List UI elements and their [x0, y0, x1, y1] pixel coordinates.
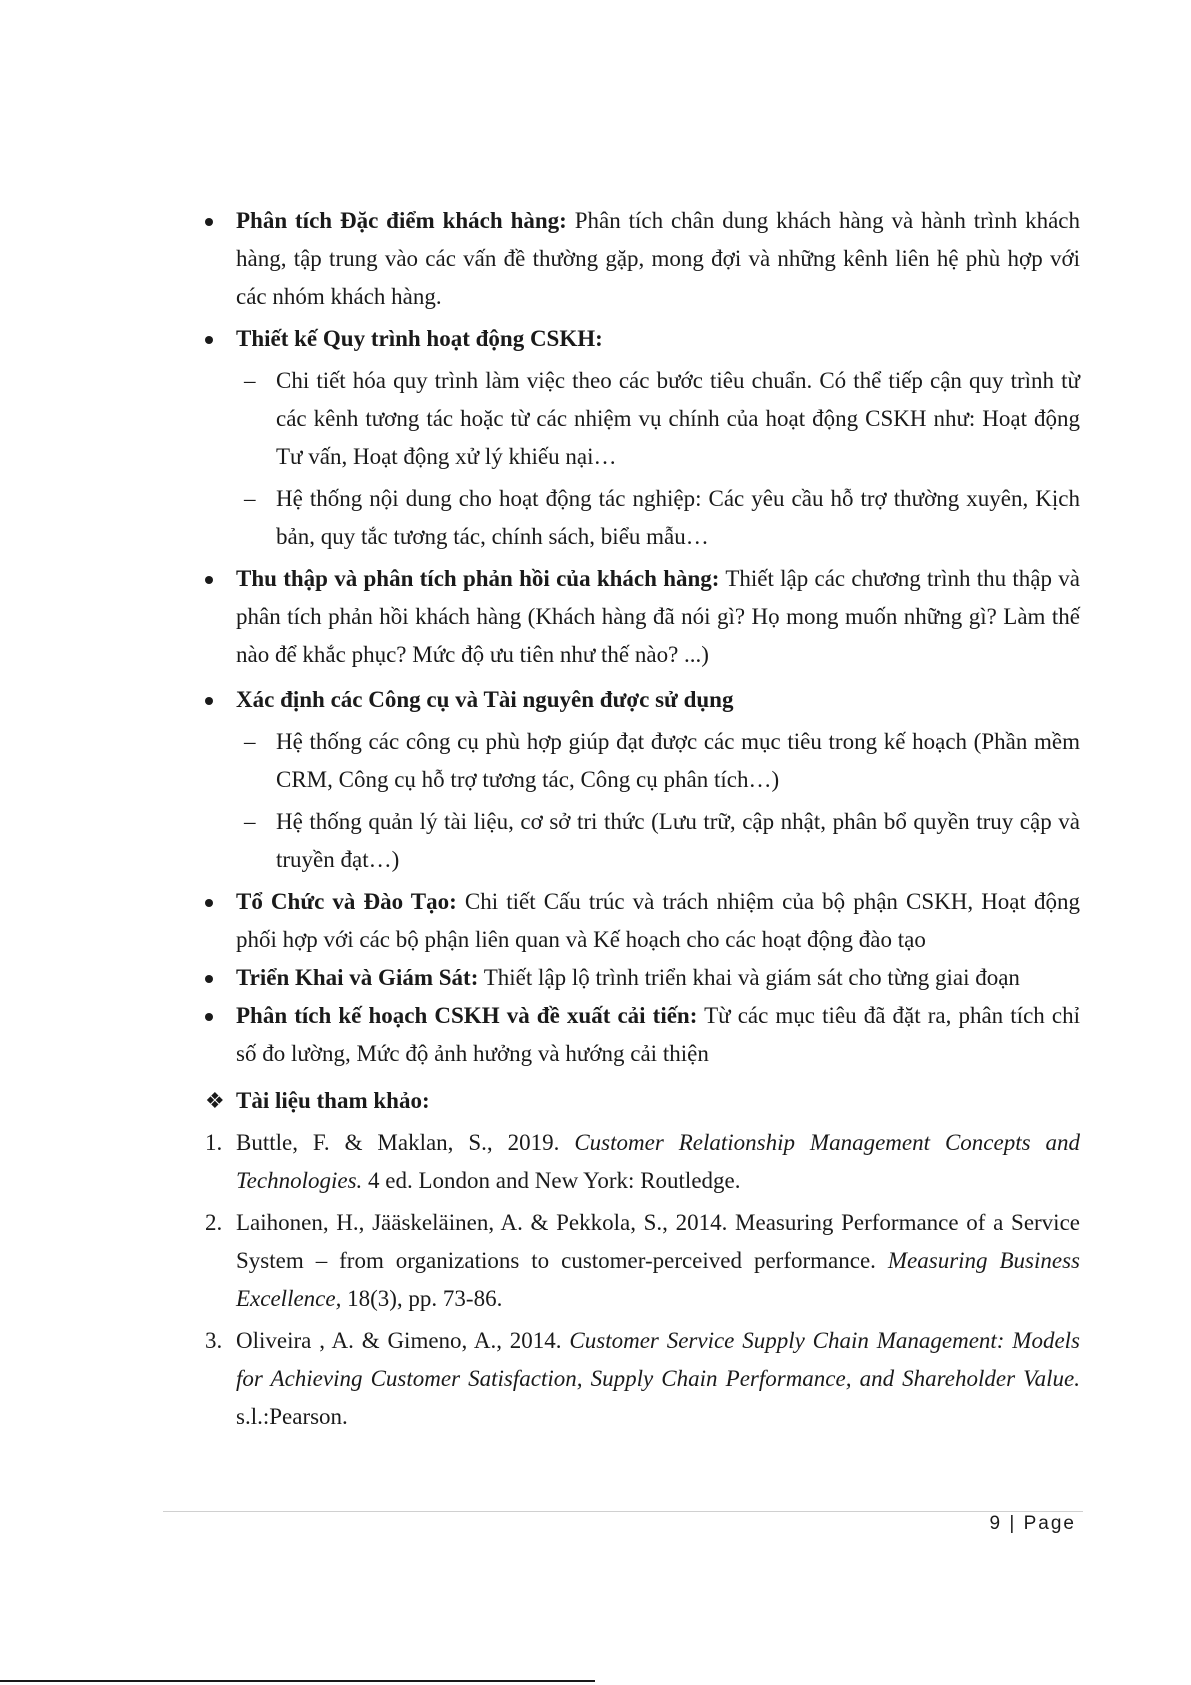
reference-item — [205, 1124, 1080, 1200]
bullet-title: Thiết kế Quy trình hoạt động CSKH: — [236, 326, 603, 351]
sub-item-text: Hệ thống nội dung cho hoạt động tác nghiệp: Các yêu cầu hỗ trợ thường xuyên, Kịch bản, quy tắc tương tác, chính sách, biểu mẫu… — [276, 486, 1080, 549]
sub-item-tools-system — [205, 723, 1080, 799]
bullet-deployment — [205, 959, 1080, 997]
bullet-dot — [205, 576, 213, 584]
reference-text: Laihonen, H., Jääskeläinen, A. & Pekkola, S., 2014. Measuring Performance of a Service System – from organizations to customer-perceived performance. — [236, 1210, 1080, 1273]
reference-number: 3. — [205, 1328, 223, 1353]
bullet-feedback — [205, 560, 1080, 674]
bullet-customer-characteristics — [205, 202, 1080, 316]
bullet-text: Thiết lập lộ trình triển khai và giám sát cho từng giai đoạn — [478, 965, 1020, 990]
bullet-title: Thu thập và phân tích phản hồi của khách hàng: — [236, 566, 720, 591]
bullet-text: Chi tiết Cấu trúc và trách nhiệm của bộ phận CSKH, Hoạt động phối hợp với các bộ phận liên quan và Kế hoạch cho các hoạt động đào tạo — [236, 889, 1080, 952]
reference-text: 4 ed. London and New York: Routledge. — [362, 1168, 741, 1193]
reference-item — [205, 1204, 1080, 1318]
page-footer — [990, 1513, 1076, 1535]
references-heading-text: Tài liệu tham khảo: — [236, 1088, 430, 1113]
bullet-dot — [205, 1013, 213, 1021]
diamond-icon: ❖ — [205, 1088, 225, 1113]
reference-title: Customer Relationship Management Concepts and Technologies. — [236, 1130, 1081, 1193]
bullet-text: Phân tích chân dung khách hàng và hành trình khách hàng, tập trung vào các vấn đề thường gặp, mong đợi và những kênh liên hệ phù hợp với các nhóm khách hàng. — [236, 208, 1080, 309]
reference-text: s.l.:Pearson. — [236, 1404, 348, 1429]
sub-item-knowledge-base — [205, 803, 1080, 879]
bottom-rule — [0, 1680, 595, 1682]
reference-number: 2. — [205, 1210, 223, 1235]
page-label: Page — [1023, 1513, 1076, 1534]
bullet-dot — [205, 697, 213, 705]
sub-item-process-content — [205, 480, 1080, 556]
sub-item-process-detail — [205, 362, 1080, 476]
dash-mark: – — [244, 486, 256, 511]
reference-text: 18(3), pp. 73-86. — [341, 1286, 503, 1311]
reference-title: Customer Service Supply Chain Management: Models for Achieving Customer Satisfaction, Supply Chain Performance, and Shareholder Value. — [236, 1328, 1080, 1391]
bullet-dot — [205, 899, 213, 907]
references-heading — [205, 1082, 1080, 1120]
bullet-plan-analysis — [205, 997, 1080, 1073]
footer-divider — [163, 1511, 1083, 1512]
footer-separator: | — [1009, 1513, 1017, 1534]
reference-text: Oliveira , A. & Gimeno, A., 2014. — [236, 1328, 570, 1353]
bullet-text: Thiết lập các chương trình thu thập và phân tích phản hồi khách hàng (Khách hàng đã nói gì? Họ mong muốn những gì? Làm thế nào để khắc phục? Mức độ ưu tiên như thế nào? ...) — [236, 566, 1080, 667]
bullet-title: Phân tích Đặc điểm khách hàng: — [236, 208, 567, 233]
bullet-text: Từ các mục tiêu đã đặt ra, phân tích chỉ số đo lường, Mức độ ảnh hưởng và hướng cải thiện — [236, 1003, 1080, 1066]
sub-item-text: Hệ thống quản lý tài liệu, cơ sở tri thức (Lưu trữ, cập nhật, phân bổ quyền truy cập và truyền đạt…) — [276, 809, 1080, 872]
bullet-title: Xác định các Công cụ và Tài nguyên được sử dụng — [236, 687, 734, 712]
dash-mark: – — [244, 368, 256, 393]
bullet-title: Tổ Chức và Đào Tạo: — [236, 889, 457, 914]
reference-item — [205, 1322, 1080, 1436]
bullet-title: Phân tích kế hoạch CSKH và đề xuất cải tiến: — [236, 1003, 698, 1028]
bullet-title: Triển Khai và Giám Sát: — [236, 965, 479, 990]
page-number: 9 — [989, 1513, 1003, 1534]
bullet-dot — [205, 975, 213, 983]
sub-item-text: Hệ thống các công cụ phù hợp giúp đạt được các mục tiêu trong kế hoạch (Phần mềm CRM, Công cụ hỗ trợ tương tác, Công cụ phân tích…) — [276, 729, 1080, 792]
bullet-tools — [205, 681, 1080, 719]
bullet-process-design — [205, 320, 1080, 358]
reference-title: Measuring Business Excellence, — [236, 1248, 1080, 1311]
reference-text: Buttle, F. & Maklan, S., 2019. — [236, 1130, 575, 1155]
reference-number: 1. — [205, 1130, 223, 1155]
dash-mark: – — [244, 729, 256, 754]
sub-item-text: Chi tiết hóa quy trình làm việc theo các bước tiêu chuẩn. Có thể tiếp cận quy trình từ các kênh tương tác hoặc từ các nhiệm vụ chính của hoạt động CSKH như: Hoạt động Tư vấn, Hoạt động xử lý khiếu nại… — [276, 368, 1080, 469]
page-content — [205, 202, 1080, 1436]
bullet-dot — [205, 218, 213, 226]
bullet-organization-training — [205, 883, 1080, 959]
bullet-dot — [205, 336, 213, 344]
dash-mark: – — [244, 809, 256, 834]
